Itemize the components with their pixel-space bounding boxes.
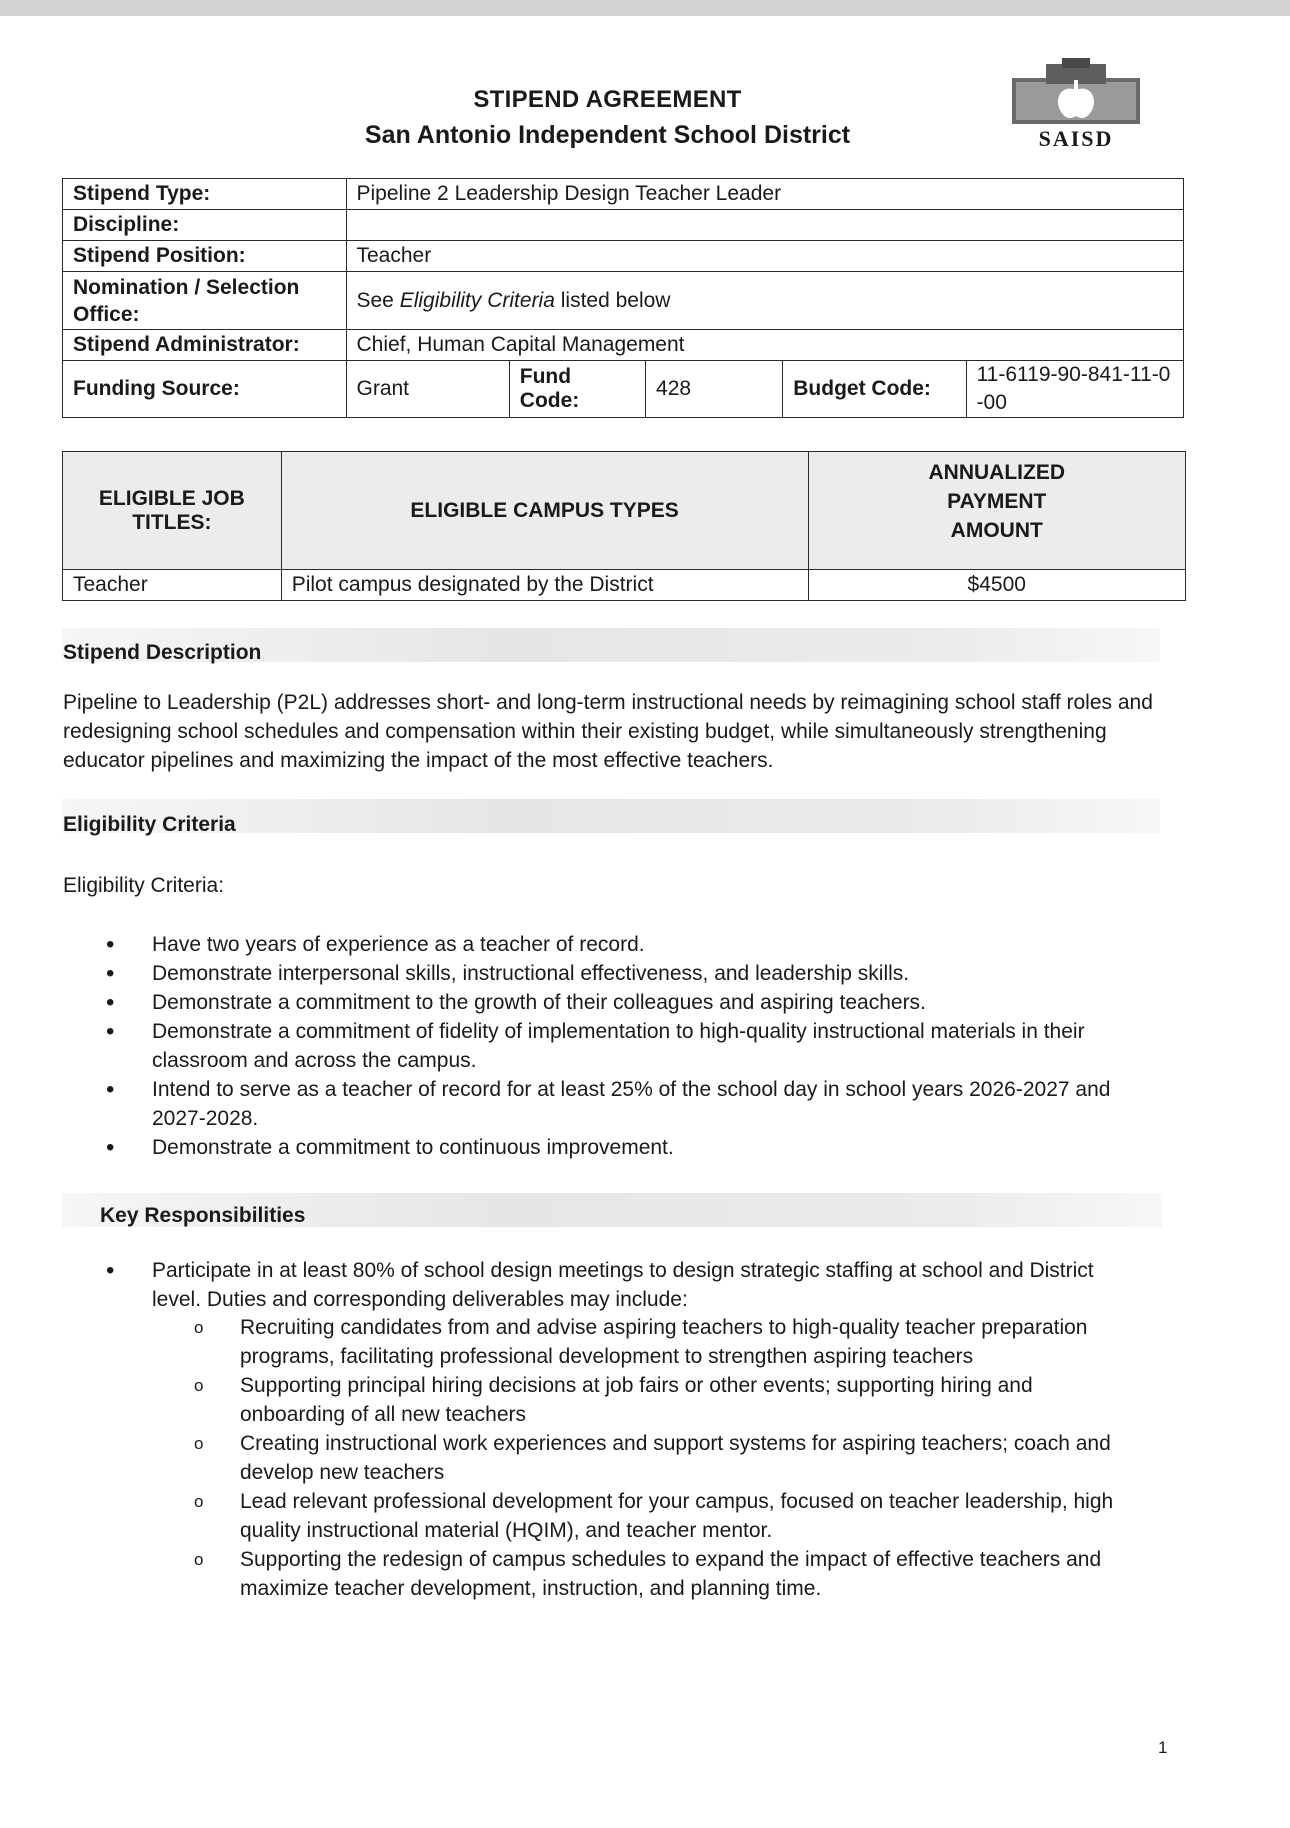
discipline-value: [346, 210, 1184, 241]
eligibility-list: [66, 930, 1156, 1162]
stipend-position-value: Teacher: [346, 241, 1184, 272]
nomination-prefix: See: [356, 288, 400, 312]
administrator-row: [63, 330, 1184, 361]
nomination-row: [63, 272, 1184, 330]
description-text: Pipeline to Leadership (P2L) addresses short- and long-term instructional needs by reimagining school staff roles and redesigning school schedules and compensation within their existing budget, while simultaneously strengthening educator pipelines and maximizing the impact of the most effective teachers.: [63, 691, 1153, 772]
campus-types-header: ELIGIBLE CAMPUS TYPES: [281, 452, 808, 570]
eligibility-heading: Eligibility Criteria: [63, 813, 236, 836]
responsibilities-heading: Key Responsibilities: [100, 1204, 306, 1227]
eligibility-table: [62, 451, 1186, 601]
funding-source-label: Funding Source:: [63, 361, 347, 418]
logo-text: SAISD: [1038, 126, 1114, 151]
list-item: • Demonstrate a commitment to the growth of their colleagues and aspiring teachers.: [66, 988, 1156, 1017]
responsibilities-sublist: [152, 1313, 1142, 1603]
list-item: • Demonstrate interpersonal skills, instructional effectiveness, and leadership skills.: [66, 959, 1156, 988]
eligibility-header-row: [63, 452, 1186, 570]
list-item: o Supporting principal hiring decisions at job fairs or other events; supporting hiring and onboarding of all new teachers: [152, 1371, 1142, 1429]
top-edge: [0, 0, 1290, 16]
description-heading: Stipend Description: [63, 641, 262, 664]
stipend-position-row: [63, 241, 1184, 272]
administrator-label: Stipend Administrator:: [63, 330, 347, 361]
logo-building-icon: [1012, 58, 1140, 124]
payment-amount-cell: $4500: [808, 570, 1186, 601]
list-item: • Intend to serve as a teacher of record for at least 25% of the school day in school years 2026-2027 and 2027-2028.: [66, 1075, 1156, 1133]
nomination-value: [346, 272, 1184, 330]
list-item: o Creating instructional work experiences and support systems for aspiring teachers; coach and develop new teachers: [152, 1429, 1142, 1487]
list-item: o Supporting the redesign of campus schedules to expand the impact of effective teachers and maximize teacher development, instruction, and planning time.: [152, 1545, 1142, 1603]
funding-source-value: Grant: [346, 361, 509, 418]
list-item: • Demonstrate a commitment to continuous improvement.: [66, 1133, 1156, 1162]
discipline-label: Discipline:: [63, 210, 347, 241]
list-item: o Recruiting candidates from and advise aspiring teachers to high-quality teacher preparation programs, facilitating professional development to strengthen aspiring teachers: [152, 1313, 1142, 1371]
stipend-type-value: Pipeline 2 Leadership Design Teacher Leader: [346, 179, 1184, 210]
eligibility-intro: Eligibility Criteria:: [63, 874, 225, 897]
list-item: • Have two years of experience as a teacher of record.: [66, 930, 1156, 959]
discipline-row: [63, 210, 1184, 241]
responsibilities-list: [66, 1256, 1126, 1314]
district-name: San Antonio Independent School District: [364, 121, 851, 149]
stipend-info-table: [62, 178, 1184, 418]
list-item: o Lead relevant professional development for your campus, focused on teacher leadership, high quality instructional material (HQIM), and teacher mentor.: [152, 1487, 1142, 1545]
list-item: • Participate in at least 80% of school design meetings to design strategic staffing at school and District level. Duties and corresponding deliverables may include:: [66, 1256, 1126, 1314]
stipend-type-row: [63, 179, 1184, 210]
page-number: 1: [1158, 1738, 1168, 1757]
payment-amount-header: ANNUALIZED PAYMENT AMOUNT: [808, 452, 1186, 570]
administrator-value: Chief, Human Capital Management: [346, 330, 1184, 361]
nomination-suffix: listed below: [554, 288, 671, 312]
job-title-cell: Teacher: [63, 570, 282, 601]
fund-code-value: 428: [646, 361, 783, 418]
document-title: STIPEND AGREEMENT: [473, 86, 742, 113]
nomination-label: Nomination / Selection Office:: [63, 272, 347, 330]
saisd-logo: [1010, 58, 1142, 152]
fund-code-label: Fund Code:: [509, 361, 645, 418]
campus-type-cell: Pilot campus designated by the District: [281, 570, 808, 601]
job-titles-header: ELIGIBLE JOB TITLES:: [63, 452, 282, 570]
stipend-position-label: Stipend Position:: [63, 241, 347, 272]
nomination-italic: Eligibility Criteria: [399, 288, 555, 312]
funding-row: [63, 361, 1184, 418]
list-item: • Demonstrate a commitment of fidelity of implementation to high-quality instructional materials in their classroom and across the campus.: [66, 1017, 1156, 1075]
eligibility-data-row: [63, 570, 1186, 601]
budget-code-value: 11-6119-90-841-11-0-00: [966, 361, 1183, 418]
budget-code-label: Budget Code:: [783, 361, 966, 418]
stipend-type-label: Stipend Type:: [63, 179, 347, 210]
